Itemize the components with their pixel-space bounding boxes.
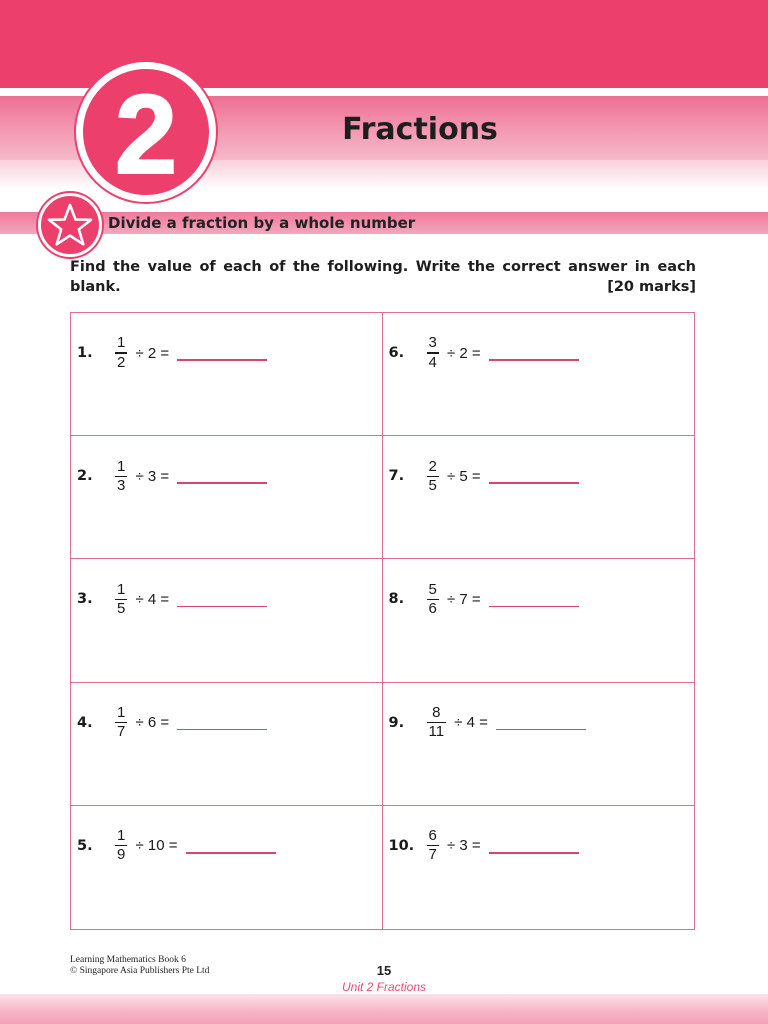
expression: ÷ 2 = (442, 344, 481, 362)
question-number: 9. (388, 714, 405, 731)
question (77, 331, 267, 375)
question-cell (383, 683, 695, 806)
denominator: 4 (428, 353, 437, 371)
question (389, 454, 579, 498)
numerator: 1 (117, 334, 126, 352)
answer-blank[interactable] (489, 482, 579, 484)
denominator: 9 (117, 846, 126, 864)
fraction (427, 828, 439, 863)
expression: ÷ 4 = (131, 590, 170, 608)
fraction (427, 335, 439, 370)
question-cell (383, 806, 695, 929)
expression: ÷ 4 = (450, 714, 488, 732)
fraction (427, 705, 447, 740)
expression: ÷ 10 = (131, 837, 178, 855)
expression: ÷ 5 = (442, 467, 481, 485)
denominator: 6 (428, 599, 437, 617)
answer-blank[interactable] (177, 729, 267, 731)
star-icon-shape (46, 201, 94, 249)
question (389, 824, 579, 868)
fraction (115, 582, 127, 617)
numerator: 2 (428, 457, 437, 475)
copyright-line: © Singapore Asia Publishers Pte Ltd (70, 966, 210, 976)
denominator: 7 (428, 846, 437, 864)
expression: ÷ 3 = (442, 837, 481, 855)
marks-label: [20 marks] (607, 279, 696, 295)
question-number: 7. (388, 468, 405, 485)
expression: ÷ 3 = (131, 467, 170, 485)
question-cell (71, 559, 383, 682)
denominator: 5 (117, 599, 126, 617)
numerator: 1 (117, 704, 126, 721)
section-title: Divide a fraction by a whole number (108, 214, 416, 232)
answer-blank[interactable] (496, 729, 586, 731)
numerator: 1 (117, 457, 126, 475)
numerator: 8 (432, 704, 441, 721)
question (77, 577, 267, 621)
bottom-color-band (0, 994, 768, 1024)
answer-blank[interactable] (186, 852, 276, 854)
answer-blank[interactable] (489, 852, 579, 854)
expression: ÷ 7 = (442, 590, 481, 608)
denominator: 11 (428, 723, 445, 741)
question (77, 454, 267, 498)
question (77, 701, 267, 745)
question (389, 577, 579, 621)
expression: ÷ 6 = (131, 714, 170, 732)
denominator: 5 (428, 476, 437, 494)
fraction (115, 335, 127, 370)
question-number: 1. (77, 345, 93, 361)
fraction (115, 705, 127, 740)
numerator: 5 (428, 580, 437, 598)
answer-blank[interactable] (177, 482, 267, 484)
question (389, 701, 586, 745)
question-cell (71, 436, 383, 559)
question-number: 8. (388, 591, 405, 608)
unit-footer-label: Unit 2 Fractions (341, 980, 427, 994)
question-number: 2. (77, 468, 93, 485)
star-icon (38, 193, 102, 257)
question-number: 10. (388, 837, 415, 854)
answer-blank[interactable] (177, 606, 267, 608)
question-cell (71, 683, 383, 806)
denominator: 3 (117, 476, 126, 494)
question (77, 824, 276, 868)
question-cell (71, 313, 383, 436)
expression: ÷ 2 = (131, 344, 170, 362)
question (389, 331, 579, 375)
question-cell (383, 436, 695, 559)
question-cell (71, 806, 383, 929)
numerator: 6 (428, 827, 437, 845)
page-number: 15 (376, 963, 392, 978)
denominator: 2 (117, 353, 126, 371)
question-cell (383, 313, 695, 436)
question-cell (383, 559, 695, 682)
questions-grid (70, 312, 695, 930)
book-title: Learning Mathematics Book 6 (70, 955, 186, 965)
fraction (115, 828, 127, 863)
answer-blank[interactable] (489, 606, 579, 608)
numerator: 1 (117, 580, 126, 598)
page-title: Fractions (342, 112, 498, 147)
fraction (427, 459, 439, 494)
fraction (427, 582, 439, 617)
question-number: 5. (77, 837, 93, 854)
question-number: 3. (77, 591, 93, 608)
denominator: 7 (117, 723, 126, 741)
question-number: 6. (388, 345, 405, 361)
numerator: 1 (117, 827, 126, 845)
unit-number: 2 (114, 72, 178, 197)
answer-blank[interactable] (489, 359, 579, 361)
question-number: 4. (77, 714, 93, 731)
fraction (115, 459, 127, 494)
instructions-text: Find the value of each of the following. Write the correct answer in each blank. (70, 259, 696, 295)
answer-blank[interactable] (177, 359, 267, 361)
numerator: 3 (428, 334, 437, 352)
